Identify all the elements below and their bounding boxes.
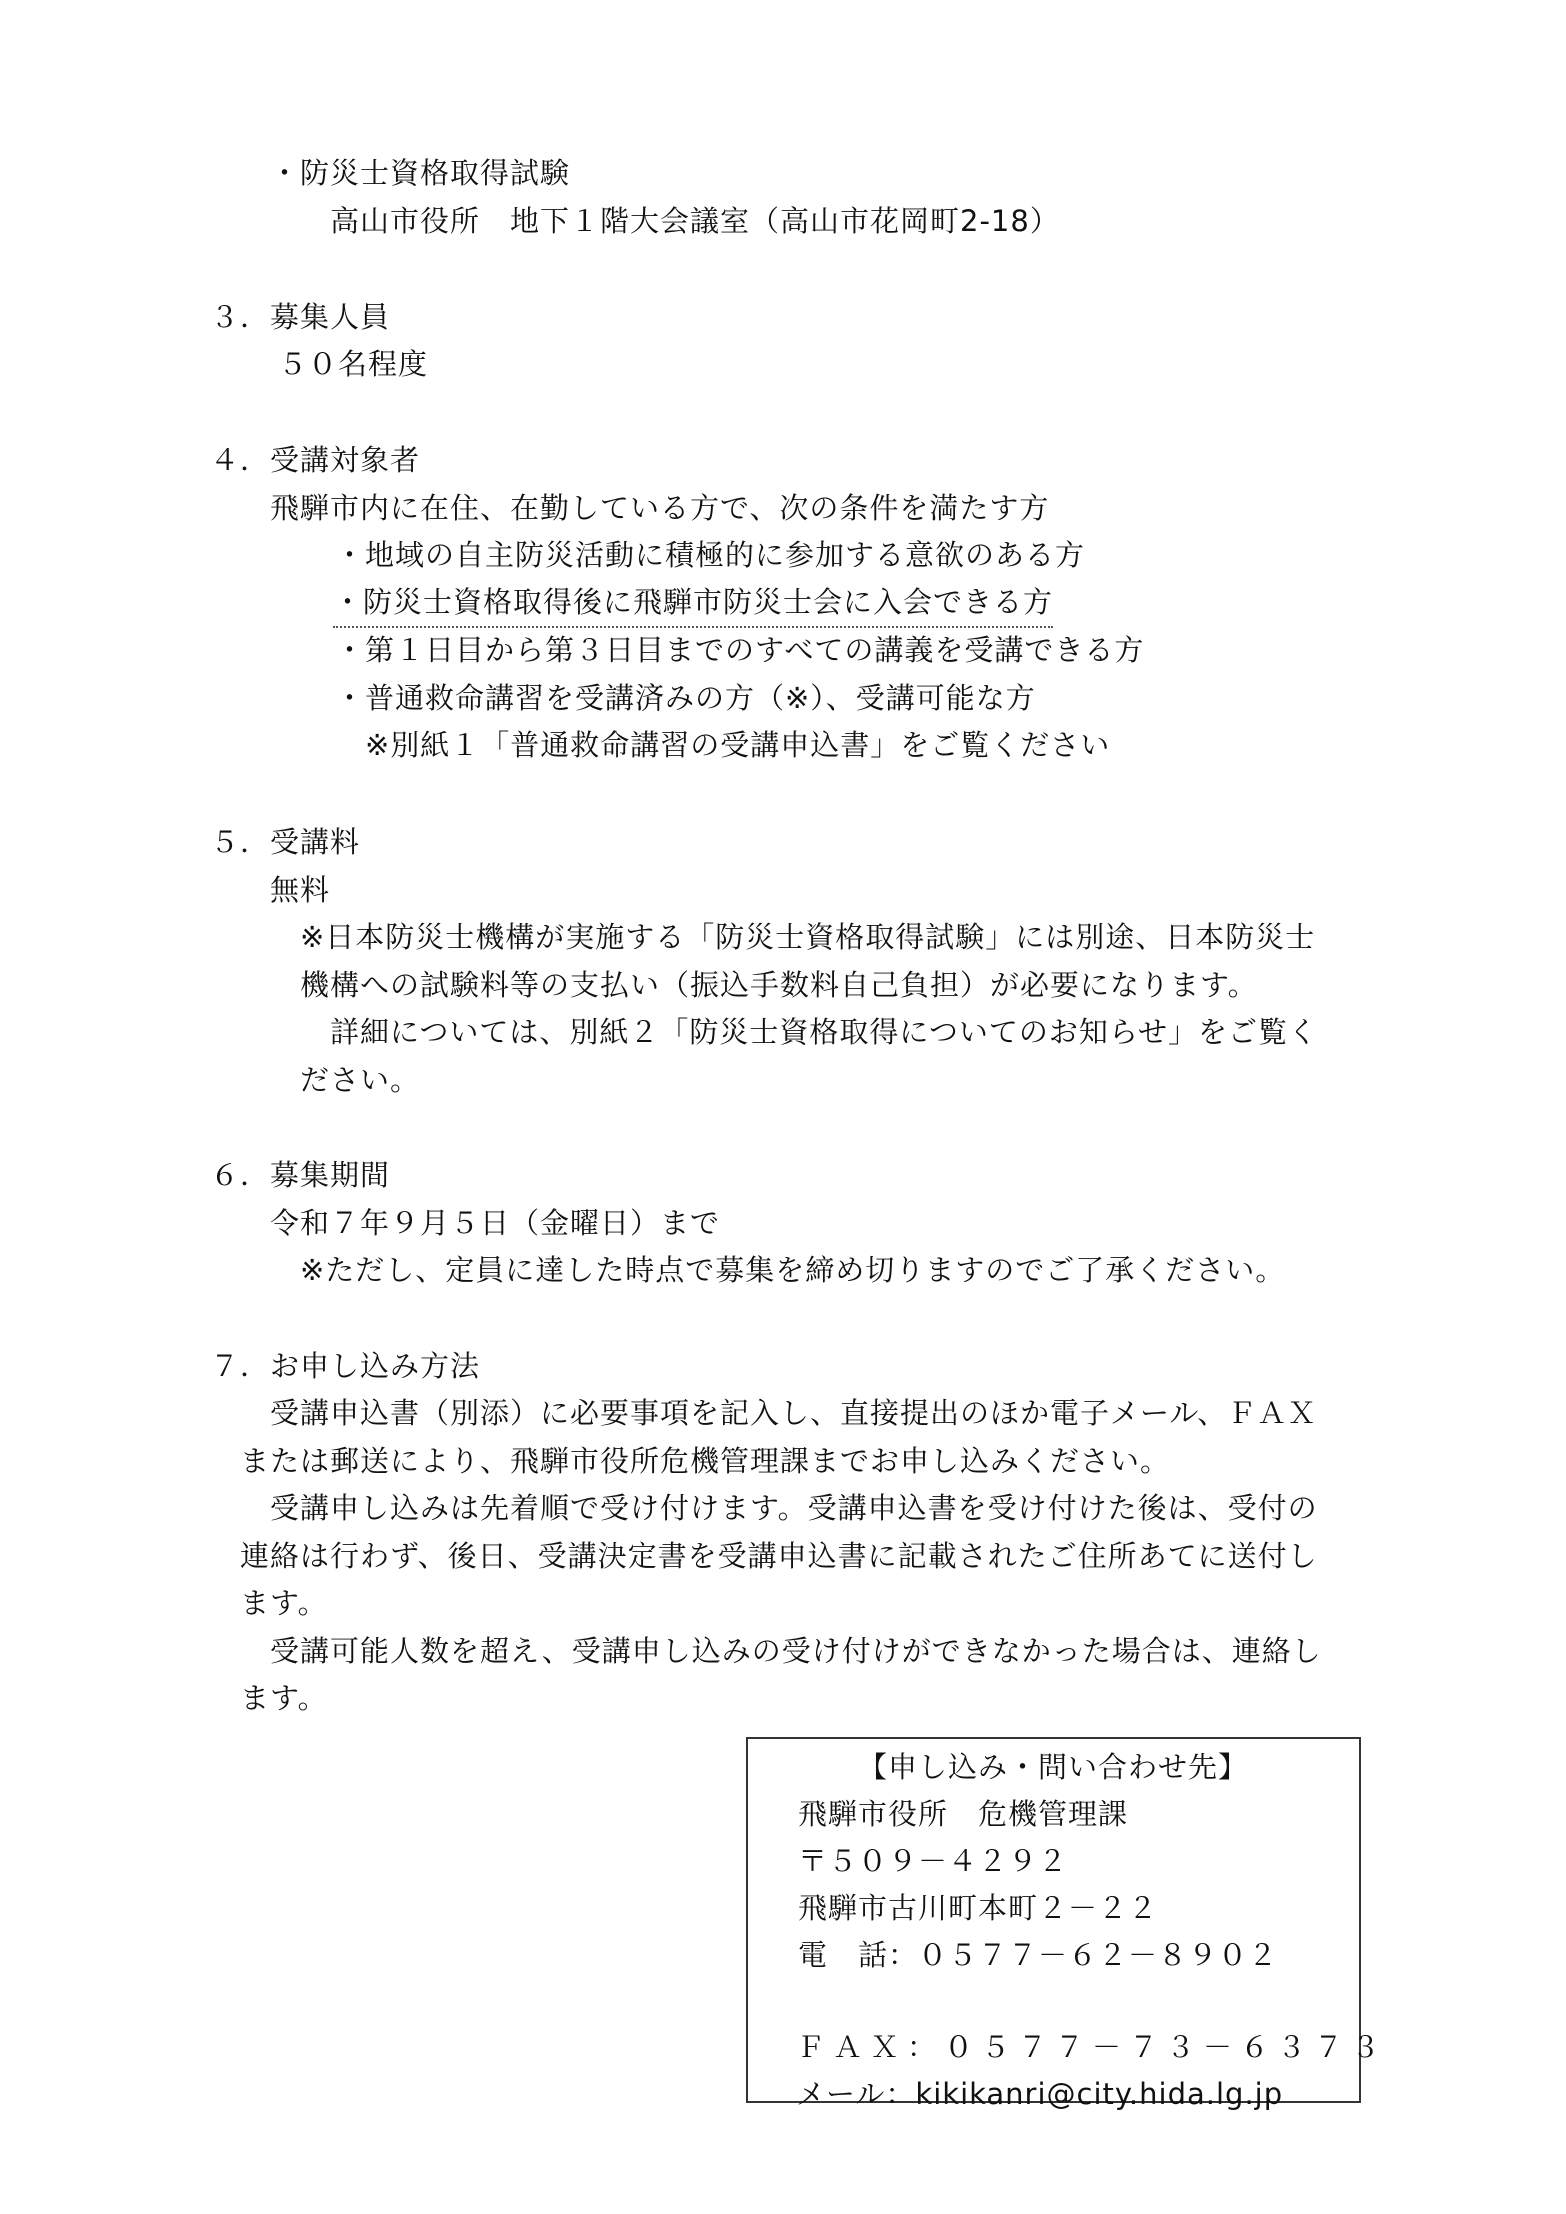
contact-postal: 〒５０９－４２９２	[798, 1844, 1069, 1878]
fee-note-line: ※日本防災士機構が実施する「防災士資格取得試験」には別途、日本防災士	[300, 920, 1316, 954]
section5-heading: ５．受講料	[210, 825, 361, 859]
contact-fax: ＦＡＸ：０５７７－７３－６３７３	[796, 2030, 1389, 2064]
contact-office: 飛騨市役所 危機管理課	[798, 1797, 1129, 1831]
section5-value: 無料	[270, 873, 331, 907]
condition-item: ・地域の自主防災活動に積極的に参加する意欲のある方	[335, 538, 1086, 572]
exam-item: ・防災士資格取得試験	[270, 156, 571, 190]
method-line: 受講申し込みは先着順で受け付けます。受講申込書を受け付けた後は、受付の	[240, 1491, 1318, 1525]
contact-address: 飛騨市古川町本町２－２２	[798, 1891, 1159, 1925]
section6-note: ※ただし、定員に達した時点で募集を締め切りますのでご了承ください。	[300, 1253, 1286, 1287]
method-line: ます。	[240, 1586, 328, 1620]
contact-title: 【申し込み・問い合わせ先】	[858, 1750, 1249, 1784]
section7-heading: ７．お申し込み方法	[210, 1349, 481, 1383]
fee-note-line: 詳細については、別紙２「防災士資格取得についてのお知らせ」をご覧く	[300, 1015, 1318, 1049]
section6-value: 令和７年９月５日（金曜日）まで	[270, 1206, 721, 1240]
section6-heading: ６．募集期間	[210, 1158, 391, 1192]
contact-phone: 電 話：０５７７－６２－８９０２	[798, 1938, 1279, 1972]
contact-email[interactable]: メール：kikikanri@city.hida.lg.jp	[796, 2077, 1284, 2111]
section3-heading: ３．募集人員	[210, 300, 391, 334]
section3-value: ５０名程度	[278, 347, 429, 381]
fee-note-line: ださい。	[300, 1063, 421, 1097]
condition-note: ※別紙１「普通救命講習の受講申込書」をご覧ください	[365, 728, 1111, 762]
method-line: または郵送により、飛騨市役所危機管理課までお申し込みください。	[240, 1444, 1171, 1478]
method-line: 受講可能人数を超え、受講申し込みの受け付けができなかった場合は、連絡し	[240, 1634, 1322, 1668]
method-line: 受講申込書（別添）に必要事項を記入し、直接提出のほか電子メール、ＦＡＸ	[240, 1396, 1318, 1430]
exam-venue: 高山市役所 地下１階大会議室（高山市花岡町2-18）	[330, 204, 1060, 238]
fee-note-line: 機構への試験料等の支払い（振込手数料自己負担）が必要になります。	[300, 968, 1258, 1002]
section4-intro: 飛騨市内に在住、在勤している方で、次の条件を満たす方	[270, 491, 1050, 525]
method-line: ます。	[240, 1681, 328, 1715]
method-line: 連絡は行わず、後日、受講決定書を受講申込書に記載されたご住所あてに送付し	[240, 1539, 1318, 1573]
section4-heading: ４．受講対象者	[210, 443, 421, 477]
condition-item: ・第１日目から第３日目までのすべての講義を受講できる方	[335, 633, 1145, 667]
condition-item: ・防災士資格取得後に飛騨市防災士会に入会できる方	[333, 582, 1053, 628]
condition-item: ・普通救命講習を受講済みの方（※）、受講可能な方	[335, 681, 1036, 715]
